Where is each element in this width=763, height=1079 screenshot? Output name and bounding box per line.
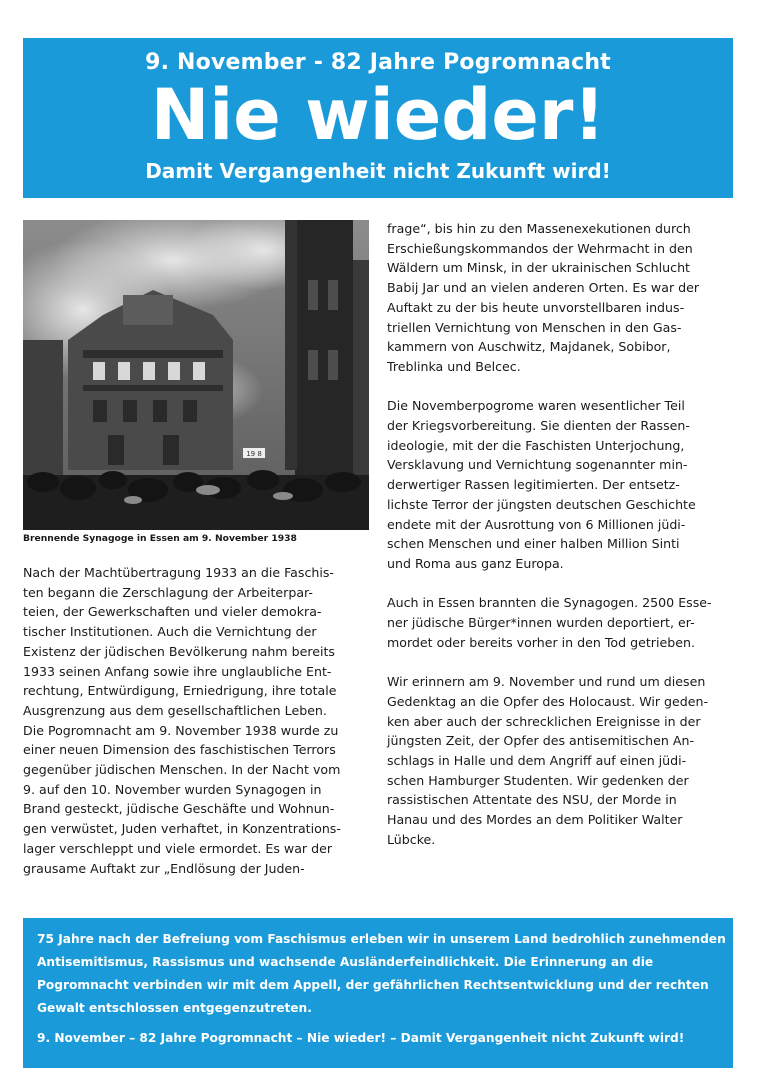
photo-illustration (23, 220, 369, 530)
article-paragraph: Auch in Essen brannten die Synagogen. 2500 Esse- ner jüdische Bürger*innen wurden deportiert, er- mordet oder bereits vorher in den Tod getrieben. (387, 595, 712, 650)
banner-subline: Damit Vergangenheit nicht Zukunft wird! (145, 159, 611, 183)
article-paragraph: Wir erinnern am 9. November und rund um diesen Gedenktag an die Opfer des Holocaust. Wir geden- ken aber auch der schrecklichen Ereignisse in der jüngsten Zeit, der Opfer des antisemitischen An- schlags in Halle und dem Angriff auf einen jüdi- schen Hamburger Studenten. Wir gedenken der rassistischen Attentate des NSU, der Morde in Hanau und des Mordes an dem Politiker Walter Lübcke. (387, 674, 709, 847)
closing-slogan: 9. November – 82 Jahre Pogromnacht – Nie wieder! – Damit Vergangenheit nicht Zukunft wird! (37, 1031, 685, 1045)
banner-topline: 9. November - 82 Jahre Pogromnacht (145, 50, 611, 75)
appeal-text: 75 Jahre nach der Befreiung vom Faschismus erleben wir in unserem Land bedrohlich zunehmenden Antisemitismus, Rassismus und wachsende Ausländerfeindlichkeit. Die Erinnerung an die Pogromnacht verbinden wir mit dem Appell, der gefährlichen Rechtsentwicklung und der rechten Gewalt entschlossen entgegenzutreten. (37, 932, 726, 1015)
photo-sign-text: 19 8 (246, 450, 262, 458)
article-paragraph: Nach der Machtübertragung 1933 an die Faschis- ten begann die Zerschlagung der Arbeiterpar- teien, der Gewerkschaften und vieler demokra- tischer Institutionen. Auch die Vernichtung der Existenz der jüdischen Bevölkerung nahm bereits 1933 seinen Anfang sowie ihre unglaubliche Ent- rechtung, Entwürdigung, Erniedrigung, ihre totale Ausgrenzung aus dem gesellschaftlichen Leben. Die Pogromnacht am 9. November 1938 wurde zu einer neuen Dimension des faschistischen Terrors gegenüber jüdischen Menschen. In der Nacht vom 9. auf den 10. November wurden Synagogen in Brand gesteckt, jüdische Geschäfte und Wohnun- gen verwüstet, Juden verhaftet, in Konzentrations- lager verschleppt und viele ermordet. Es war der grausame Auftakt zur „Endlösung der Juden- (23, 565, 341, 876)
photo-caption: Brennende Synagoge in Essen am 9. November 1938 (23, 533, 297, 544)
banner-headline: Nie wieder! (150, 74, 606, 156)
burning-synagogue-photo (23, 220, 369, 530)
article-column-right (387, 219, 739, 849)
article-paragraph: Die Novemberpogrome waren wesentlicher Teil der Kriegsvorbereitung. Sie dienten der Rassen- ideologie, mit der die Faschisten Unterjochung, Versklavung und Vernichtung sogenannter min- derwertiger Rassen legitimierten. Der entsetz- lichste Terror der jüngsten deutschen Geschichte endete mit der Ausrottung von 6 Millionen jüdi- schen Menschen und einer halben Million Sinti und Roma aus ganz Europa. (387, 398, 696, 571)
article-column-left (23, 563, 373, 878)
title-banner (23, 38, 733, 198)
appeal-banner (23, 918, 733, 1068)
article-paragraph: frage“, bis hin zu den Massenexekutionen durch Erschießungskommandos der Wehrmacht in den Wäldern um Minsk, in der ukrainischen Schlucht Babij Jar und an vielen anderen Orten. Es war der Auftakt zu der bis heute unvorstellbaren indus- triellen Vernichtung von Menschen in den Gas- kammern von Auschwitz, Majdanek, Sobibor, Treblinka und Belcec. (387, 221, 700, 374)
